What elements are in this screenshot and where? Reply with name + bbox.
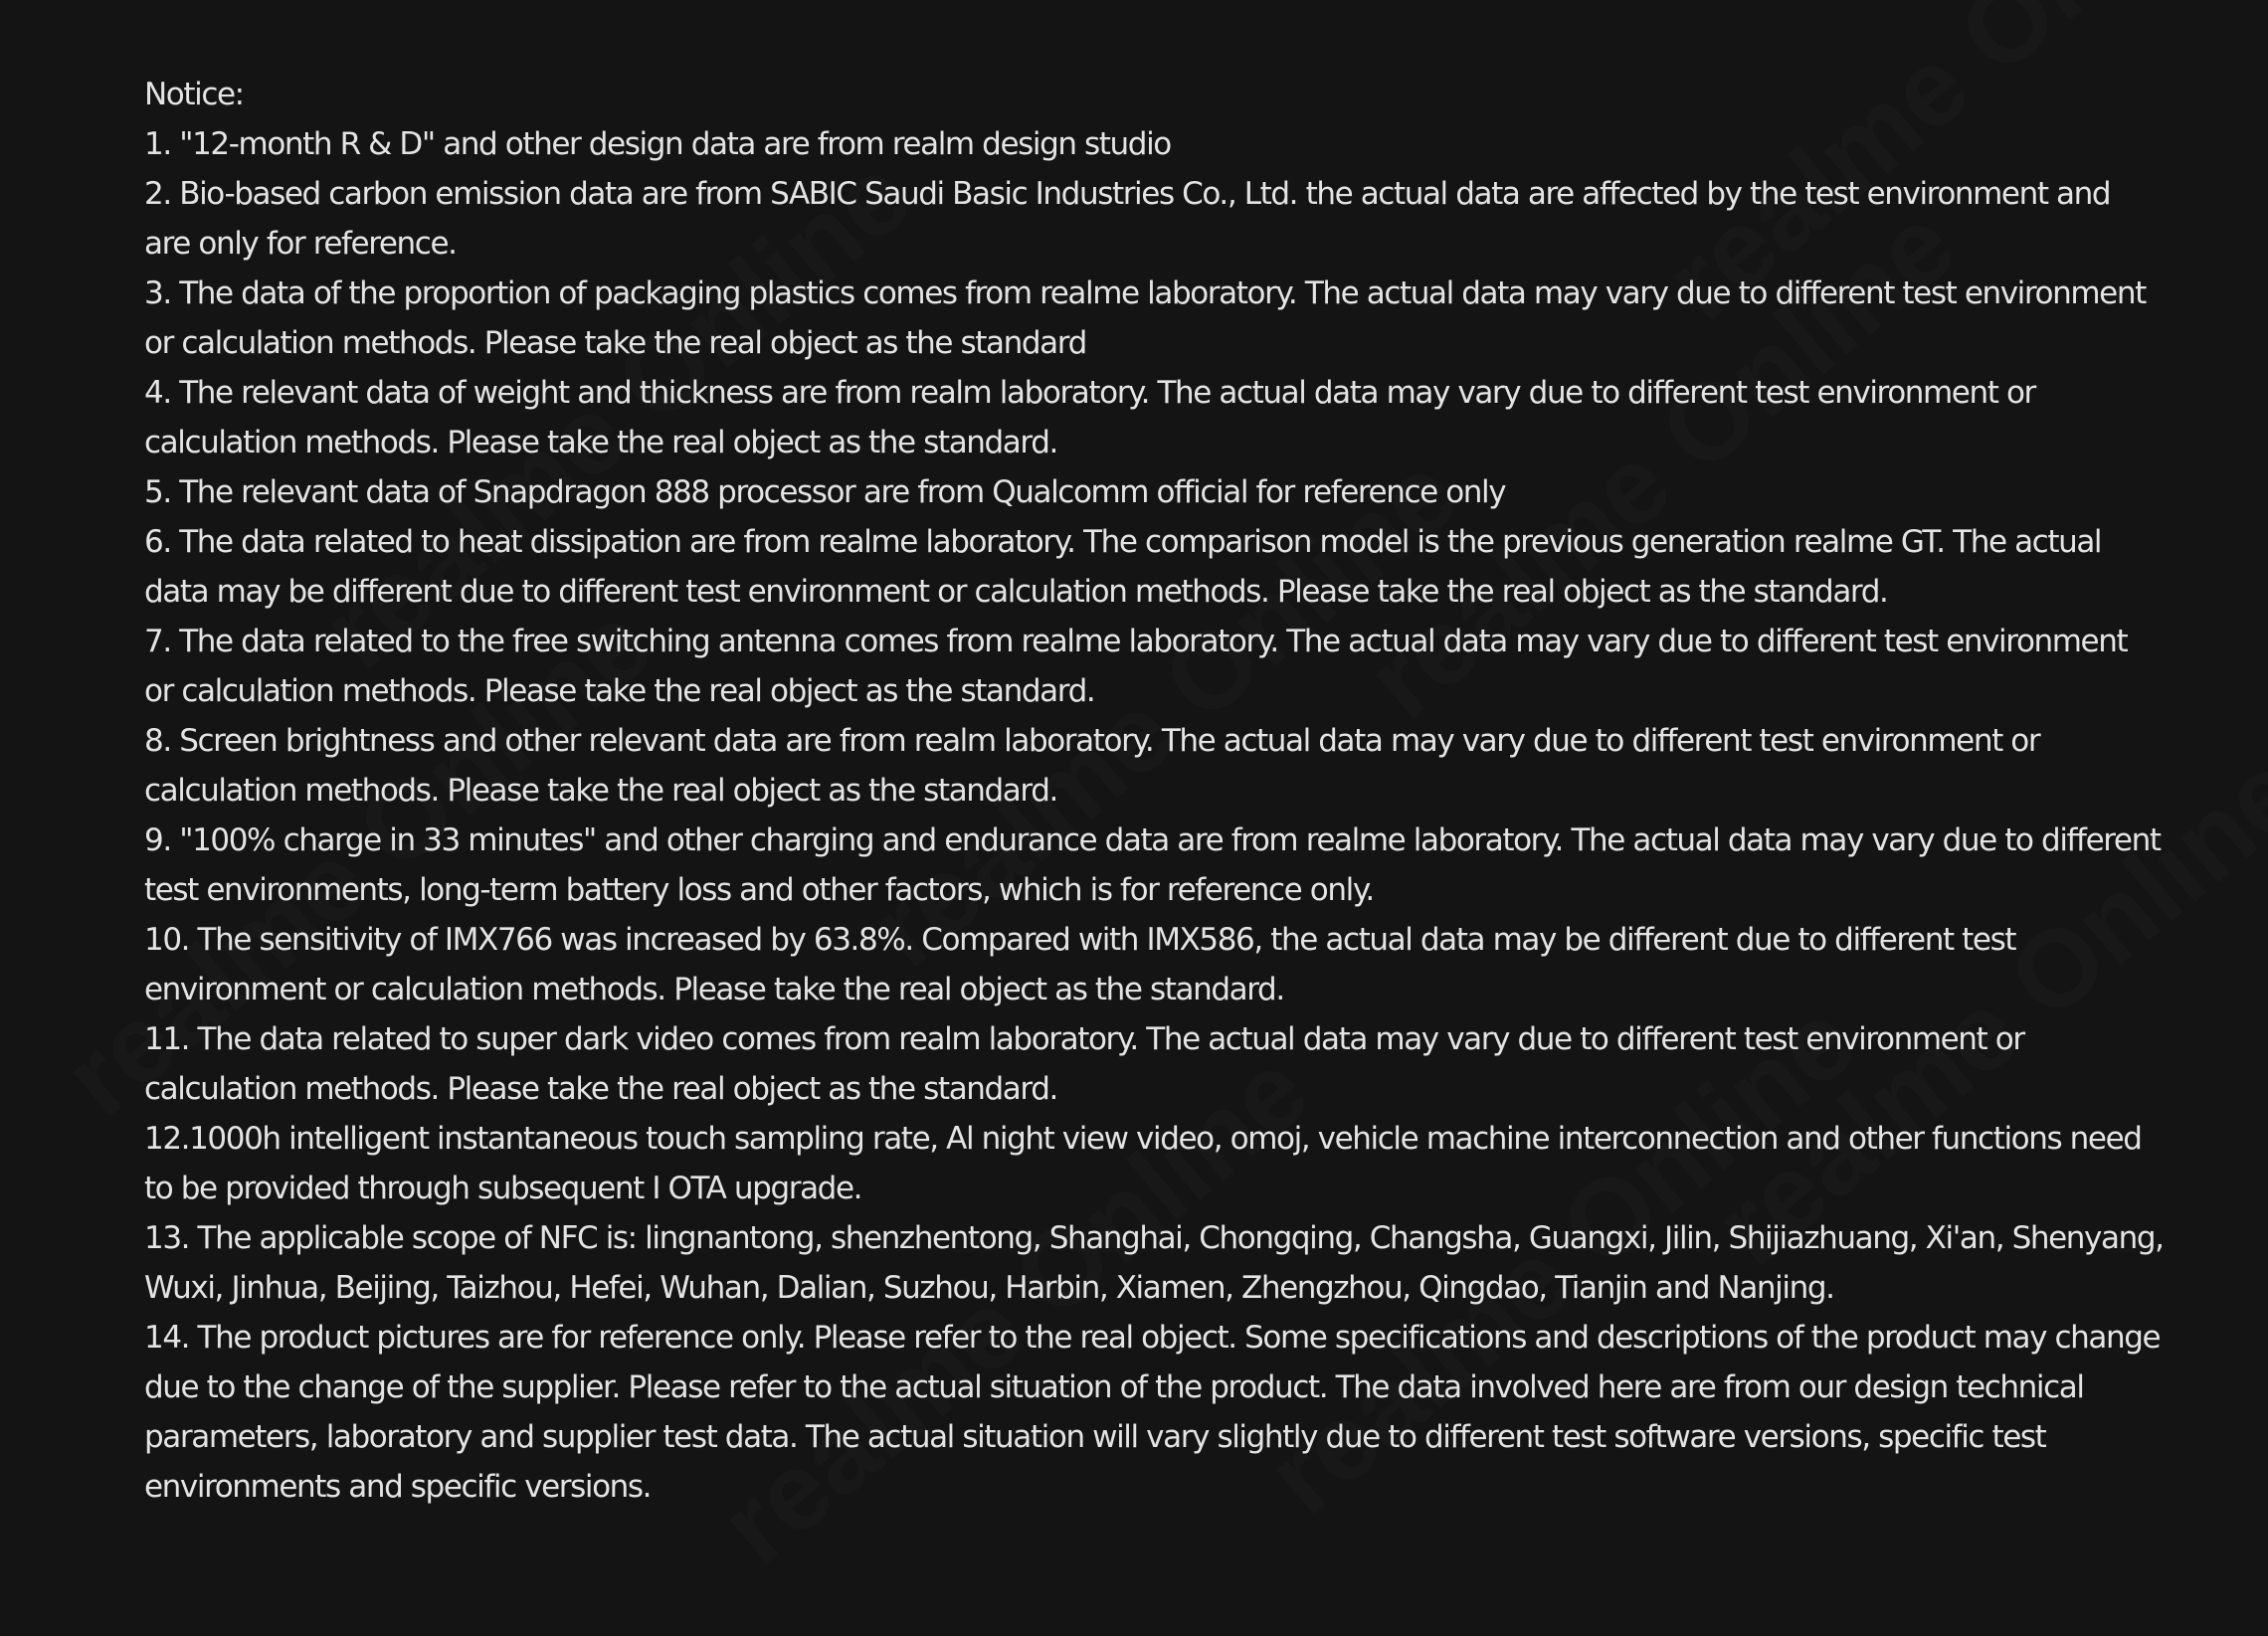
notice-item: 5. The relevant data of Snapdragon 888 processor are from Qualcomm official for reference only [144, 474, 1506, 510]
notice-heading: Notice: [144, 77, 244, 112]
notice-item: 8. Screen brightness and other relevant data are from realm laboratory. The actual data may vary due to different test environment or calculation methods. Please take the real object as the standard. [144, 723, 2040, 809]
notice-item: 9. "100% charge in 33 minutes" and other charging and endurance data are from realme laboratory. The actual data may vary due to different test environments, long-term battery loss and other factors, which is for reference only. [144, 822, 2161, 908]
notice-item: 12.1000h intelligent instantaneous touch sampling rate, Al night view video, omoj, vehicle machine interconnection and other functions need to be provided through subsequent I OTA upgrade. [144, 1121, 2142, 1206]
notice-item: 3. The data of the proportion of packaging plastics comes from realme laboratory. The actual data may vary due to different test environment or calculation methods. Please take the real object as the standard [144, 275, 2146, 361]
notice-item: 1. "12-month R & D" and other design data are from realm design studio [144, 126, 1171, 162]
notice-item: 14. The product pictures are for reference only. Please refer to the real object. Some specifications and descriptions of the product may change due to the change of the supplier. Please refer to the actual situation of the product. The data involved here are from our design technical parameters, laboratory and supplier test data. The actual situation will vary slightly due to different test software versions, specific test environments and specific versions. [144, 1320, 2161, 1505]
notice-item: 4. The relevant data of weight and thickness are from realm laboratory. The actual data may vary due to different test environment or calculation methods. Please take the real object as the standard. [144, 375, 2035, 460]
notice-item: 6. The data related to heat dissipation are from realme laboratory. The comparison model is the previous generation realme GT. The actual data may be different due to different test environment or calculation methods. Please take the real object as the standard. [144, 524, 2102, 610]
notice-item: 13. The applicable scope of NFC is: lingnantong, shenzhentong, Shanghai, Chongqing, Changsha, Guangxi, Jilin, Shijiazhuang, Xi'an, Shenyang, Wuxi, Jinhua, Beijing, Taizhou, Hefei, Wuhan, Dalian, Suzhou, Harbin, Xiamen, Zhengzhou, Qingdao, Tianjin and Nanjing. [144, 1220, 2164, 1306]
notice-item: 10. The sensitivity of IMX766 was increased by 63.8%. Compared with IMX586, the actual data may be different due to different test environment or calculation methods. Please take the real object as the standard. [144, 922, 2016, 1007]
notice-block [144, 70, 2164, 1512]
notice-item: 7. The data related to the free switching antenna comes from realme laboratory. The actual data may vary due to different test environment or calculation methods. Please take the real object as the standard. [144, 624, 2128, 709]
notice-item: 2. Bio-based carbon emission data are from SABIC Saudi Basic Industries Co., Ltd. the actual data are affected by the test environment and are only for reference. [144, 176, 2111, 262]
notice-item: 11. The data related to super dark video comes from realm laboratory. The actual data may vary due to different test environment or calculation methods. Please take the real object as the standard. [144, 1021, 2024, 1107]
